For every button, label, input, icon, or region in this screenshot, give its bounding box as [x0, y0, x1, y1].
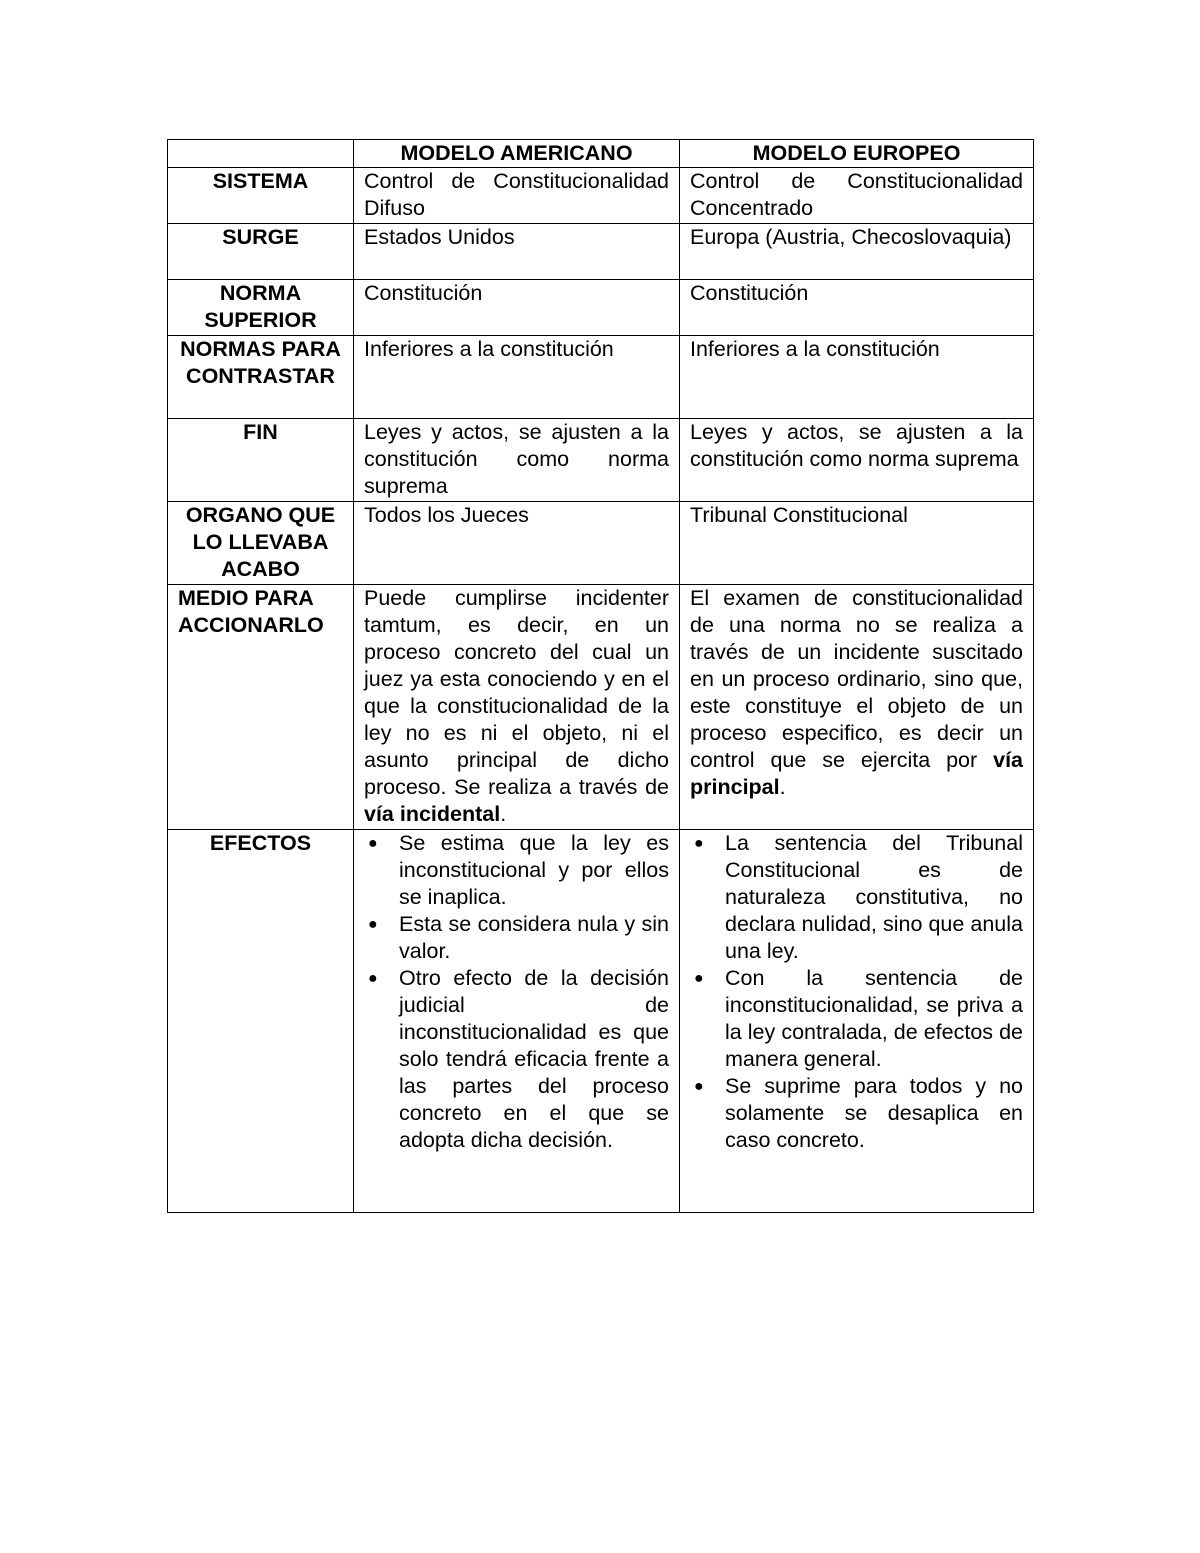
row-label-surge: SURGE: [168, 224, 354, 280]
cell-norma-superior-americano: Constitución: [354, 280, 680, 336]
bullet-icon: ●: [368, 970, 378, 987]
cell-sistema-americano: Control de Constitucionalidad Difuso: [354, 168, 680, 224]
row-label-medio: MEDIO PARA ACCIONARLO: [168, 585, 354, 830]
table-row-sistema: [168, 168, 1034, 224]
cell-fin-americano: Leyes y actos, se ajusten a la constitución como norma suprema: [354, 419, 680, 502]
list-item: [690, 1073, 1023, 1154]
cell-organo-europeo: Tribunal Constitucional: [680, 502, 1034, 585]
medio-americano-end: .: [500, 802, 507, 826]
list-item: [364, 911, 669, 965]
header-modelo-europeo: MODELO EUROPEO: [680, 140, 1034, 168]
cell-medio-americano: [354, 585, 680, 830]
table-row-medio: [168, 585, 1034, 830]
medio-europeo-end: .: [779, 775, 786, 799]
list-item-text: La sentencia del Tribunal Constitucional es de naturaleza constitutiva, no declara nulidad, sino que anula una ley.: [725, 831, 1023, 963]
list-item: [364, 830, 669, 911]
table-header-row: [168, 140, 1034, 168]
table-row-efectos: [168, 830, 1034, 1213]
list-item-text: Con la sentencia de inconstitucionalidad, se priva a la ley contralada, de efectos de manera general.: [725, 966, 1023, 1071]
cell-surge-americano: Estados Unidos: [354, 224, 680, 280]
cell-organo-americano: Todos los Jueces: [354, 502, 680, 585]
medio-europeo-bold: vía principal: [690, 748, 1023, 799]
header-empty-cell: [168, 140, 354, 168]
bullet-icon: ●: [694, 835, 704, 852]
cell-efectos-americano: [354, 830, 680, 1213]
list-item: [364, 965, 669, 1154]
cell-normas-americano: Inferiores a la constitución: [354, 336, 680, 419]
table-row-organo: [168, 502, 1034, 585]
cell-fin-europeo: Leyes y actos, se ajusten a la constitución como norma suprema: [680, 419, 1034, 502]
cell-surge-europeo: Europa (Austria, Checoslovaquia): [680, 224, 1034, 280]
cell-norma-superior-europeo: Constitución: [680, 280, 1034, 336]
list-item-text: Otro efecto de la decisión judicial de inconstitucionalidad es que solo tendrá eficacia frente a las partes del proceso concreto en el que se adopta dicha decisión.: [399, 966, 669, 1152]
list-item-text: Se suprime para todos y no solamente se desaplica en caso concreto.: [725, 1074, 1023, 1152]
row-label-sistema: SISTEMA: [168, 168, 354, 224]
medio-americano-bold: vía incidental: [364, 802, 501, 826]
list-item: [690, 965, 1023, 1073]
comparison-table: [167, 139, 1034, 1213]
cell-medio-europeo: [680, 585, 1034, 830]
row-label-norma-superior: NORMA SUPERIOR: [168, 280, 354, 336]
row-label-fin: FIN: [168, 419, 354, 502]
bullet-icon: ●: [694, 970, 704, 987]
bullet-icon: ●: [694, 1078, 704, 1095]
medio-americano-text: Puede cumplirse incidenter tamtum, es decir, en un proceso concreto del cual un juez ya esta conociendo y en el que la constitucionalidad de la ley no es ni el objeto, ni el asunto principal de dicho proceso. Se realiza a través de: [364, 586, 669, 799]
table-row-norma-superior: [168, 280, 1034, 336]
bullet-icon: ●: [368, 916, 378, 933]
cell-normas-europeo: Inferiores a la constitución: [680, 336, 1034, 419]
table-row-normas-para-contrastar: [168, 336, 1034, 419]
list-item: [690, 830, 1023, 965]
list-item-text: Esta se considera nula y sin valor.: [399, 912, 669, 963]
row-label-efectos: EFECTOS: [168, 830, 354, 1213]
list-item-text: Se estima que la ley es inconstitucional y por ellos se inaplica.: [399, 831, 669, 909]
cell-sistema-europeo: Control de Constitucionalidad Concentrado: [680, 168, 1034, 224]
table-row-fin: [168, 419, 1034, 502]
row-label-normas-para-contrastar: NORMAS PARA CONTRASTAR: [168, 336, 354, 419]
bullet-icon: ●: [368, 835, 378, 852]
table-row-surge: [168, 224, 1034, 280]
medio-europeo-text: El examen de constitucionalidad de una norma no se realiza a través de un incidente suscitado en un proceso ordinario, sino que, este constituye el objeto de un proceso especifico, es decir un control que se ejercita por: [690, 586, 1023, 772]
cell-efectos-europeo: [680, 830, 1034, 1213]
header-modelo-americano: MODELO AMERICANO: [354, 140, 680, 168]
efectos-europeo-list: [690, 830, 1023, 1154]
efectos-americano-list: [364, 830, 669, 1154]
row-label-organo: ORGANO QUE LO LLEVABA ACABO: [168, 502, 354, 585]
